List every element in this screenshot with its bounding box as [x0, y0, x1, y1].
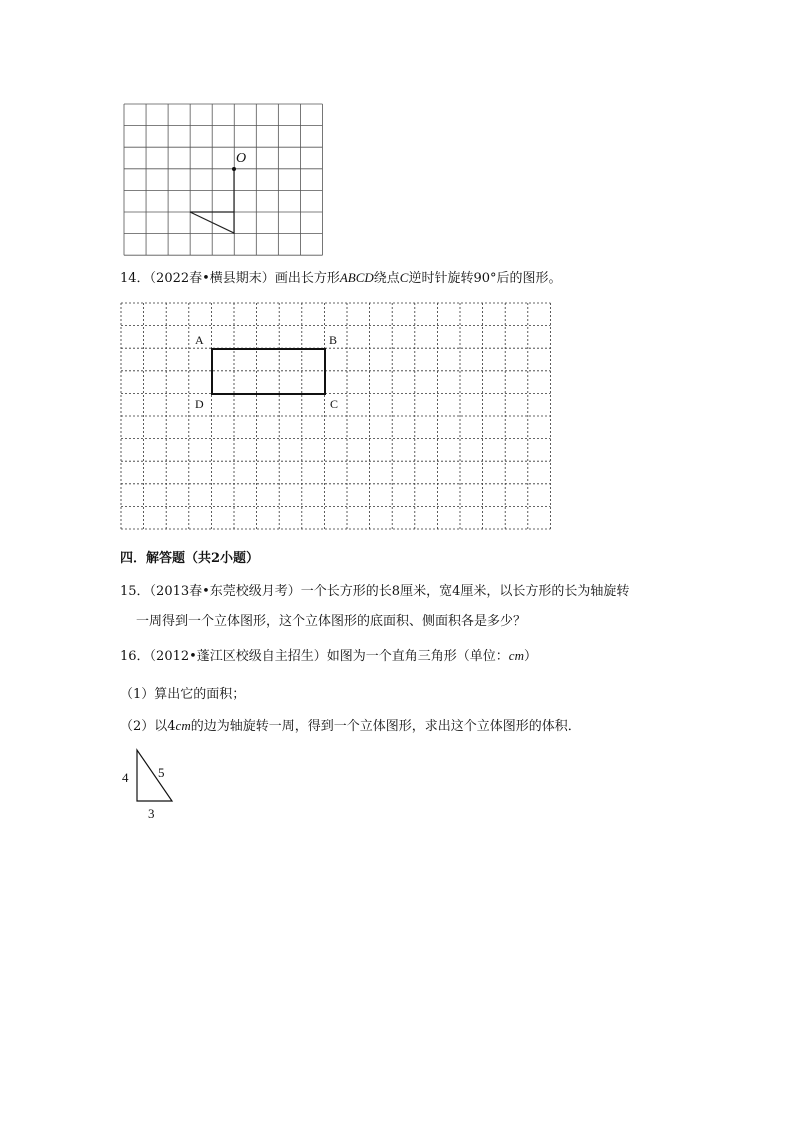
- q15-line1: 15．（2013春•东莞校级月考）一个长方形的长8厘米，宽4厘米，以长方形的长为轴旋转: [120, 584, 630, 599]
- q16-sub1: （1）算出它的面积；: [120, 687, 246, 702]
- q14-text-a: 画出长方形: [274, 271, 340, 286]
- q13-point-o-label: O: [236, 151, 247, 166]
- q14-number: 14．: [120, 271, 150, 286]
- q14-text-c: 逆时针旋转90°后的图形。: [408, 271, 562, 286]
- section4-heading: 四．解答题（共2小题）: [120, 551, 260, 566]
- q14-c: C: [399, 270, 409, 285]
- q16-sub2-unit: cm: [175, 718, 191, 733]
- q16-unit: cm: [508, 648, 524, 663]
- q14-text-b: 绕点: [373, 271, 400, 286]
- q15-line2: 一周得到一个立体图形，这个立体图形的底面积、侧面积各是多少？: [136, 614, 527, 629]
- q16-label-side-3: 3: [148, 806, 155, 821]
- q14-abcd: ABCD: [339, 270, 374, 285]
- q16-sub2: （2）以4cm的边为轴旋转一周，得到一个立体图形，求出这个立体图形的体积．: [120, 718, 581, 734]
- q14-label-b: B: [329, 333, 338, 347]
- q16-label-side-4: 4: [122, 770, 129, 785]
- q14-label-d: D: [195, 397, 204, 411]
- q14-label-a: A: [195, 333, 204, 347]
- q14-label-c: C: [330, 397, 339, 411]
- q16-intro: 16．（2012•蓬江区校级自主招生）如图为一个直角三角形（单位：cm）: [120, 648, 537, 664]
- q14-source: （2022春•横县期末）: [149, 271, 275, 286]
- q16-label-hyp-5: 5: [158, 765, 165, 780]
